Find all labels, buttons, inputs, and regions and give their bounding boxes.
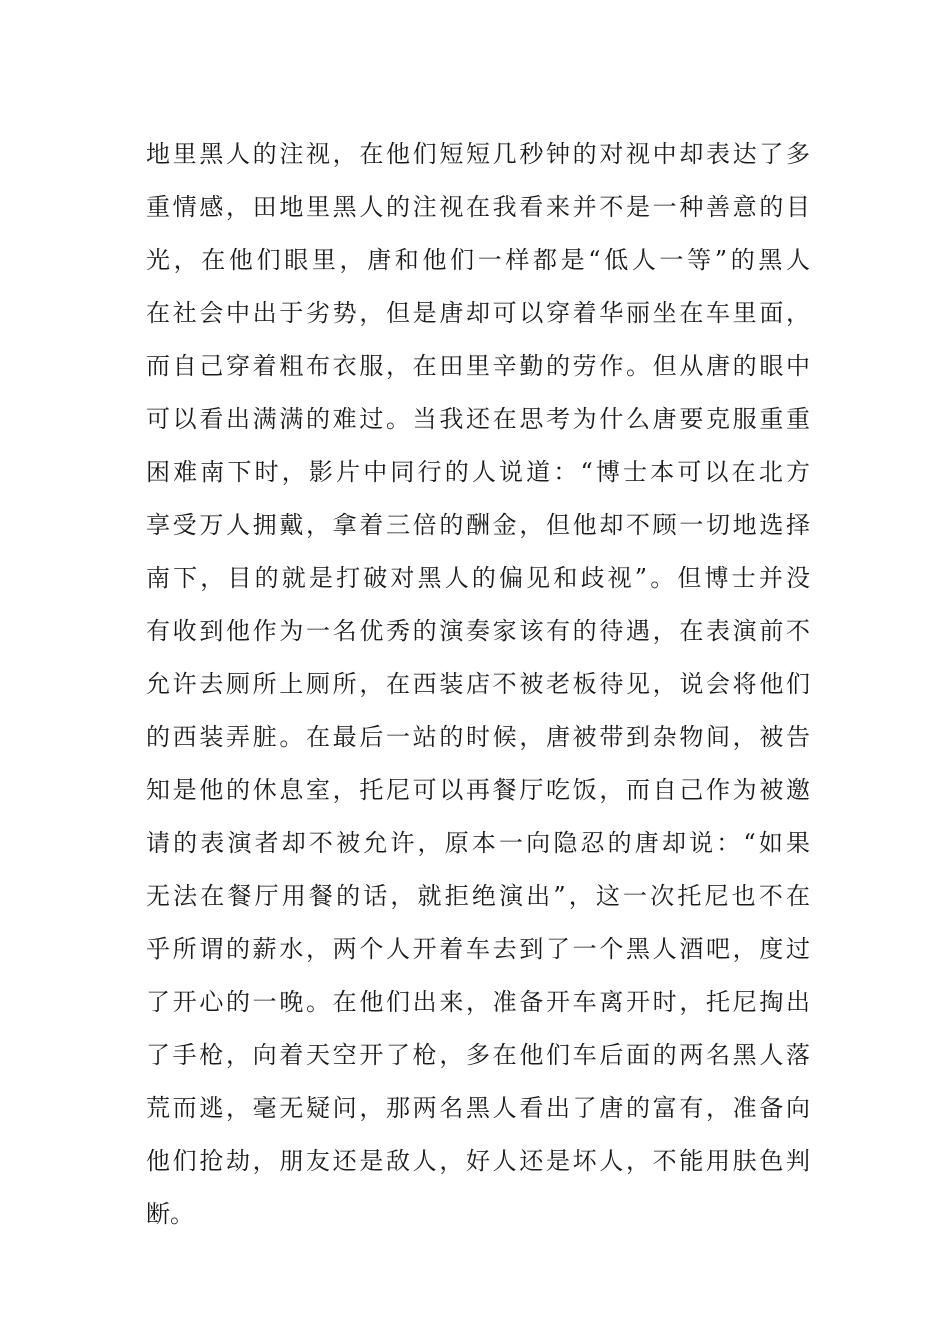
- text-line: 南下，目的就是打破对黑人的偏见和歧视”。但博士并没: [146, 564, 810, 592]
- text-line: 荒而逃，毫无疑问，那两名黑人看出了唐的富有，准备向: [146, 1094, 810, 1122]
- text-line: 的西装弄脏。在最后一站的时候，唐被带到杂物间，被告: [146, 723, 810, 751]
- text-line: 请的表演者却不被允许，原本一向隐忍的唐却说：“如果: [146, 829, 810, 857]
- text-line: 乎所谓的薪水，两个人开着车去到了一个黑人酒吧，度过: [146, 935, 810, 963]
- text-line: 享受万人拥戴，拿着三倍的酬金，但他却不顾一切地选择: [146, 511, 810, 539]
- text-line: 在社会中出于劣势，但是唐却可以穿着华丽坐在车里面，: [146, 299, 810, 327]
- text-line: 困难南下时，影片中同行的人说道：“博士本可以在北方: [146, 458, 810, 486]
- text-line: 可以看出满满的难过。当我还在思考为什么唐要克服重重: [146, 405, 810, 433]
- text-line: 有收到他作为一名优秀的演奏家该有的待遇，在表演前不: [146, 617, 810, 645]
- text-line: 无法在餐厅用餐的话，就拒绝演出”，这一次托尼也不在: [146, 882, 810, 910]
- text-line: 地里黑人的注视，在他们短短几秒钟的对视中却表达了多: [146, 140, 810, 168]
- text-line: 知是他的休息室，托尼可以再餐厅吃饭，而自己作为被邀: [146, 776, 810, 804]
- text-line: 允许去厕所上厕所，在西装店不被老板待见，说会将他们: [146, 670, 810, 698]
- text-line: 光，在他们眼里，唐和他们一样都是“低人一等”的黑人: [146, 246, 810, 274]
- text-line: 他们抢劫，朋友还是敌人，好人还是坏人，不能用肤色判: [146, 1147, 810, 1175]
- body-paragraph: [146, 128, 810, 1241]
- text-line: 了开心的一晚。在他们出来，准备开车离开时，托尼掏出: [146, 988, 810, 1016]
- text-line: 重情感，田地里黑人的注视在我看来并不是一种善意的目: [146, 193, 810, 221]
- text-line: 而自己穿着粗布衣服，在田里辛勤的劳作。但从唐的眼中: [146, 352, 810, 380]
- text-line: 了手枪，向着天空开了枪，多在他们车后面的两名黑人落: [146, 1041, 810, 1069]
- text-line: 断。: [146, 1200, 194, 1228]
